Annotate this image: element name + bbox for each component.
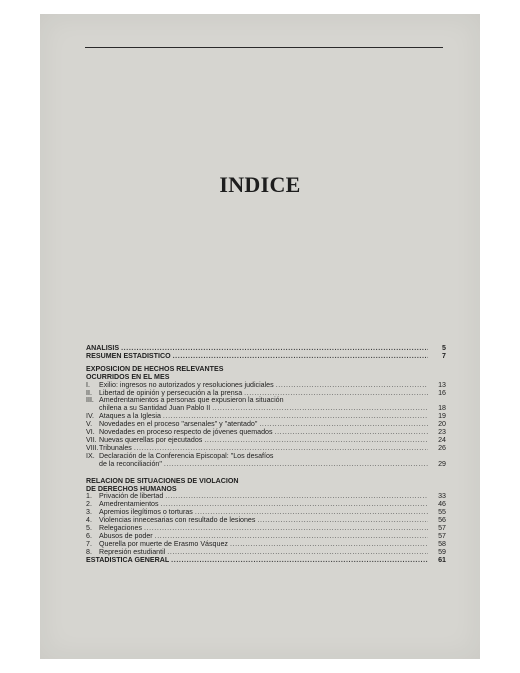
toc-item-number: 5. xyxy=(86,524,92,533)
toc-item-text: Abusos de poder xyxy=(99,531,153,540)
toc-item-number: IX. xyxy=(86,451,95,460)
section-heading-relacion: RELACION DE SITUACIONES DE VIOLACION xyxy=(86,476,239,485)
toc-item-number: II. xyxy=(86,388,92,397)
dot-leader xyxy=(144,525,428,533)
dot-leader xyxy=(167,549,428,557)
toc-entry-label: ESTADISTICA GENERAL xyxy=(86,555,170,564)
dot-leader xyxy=(165,493,428,501)
toc-item-text: Relegaciones xyxy=(99,524,142,533)
toc-item-number: VIII. xyxy=(86,443,99,452)
top-rule xyxy=(85,47,443,48)
toc-entry-label: ANALISIS xyxy=(86,344,120,352)
toc-item-number: I. xyxy=(86,380,90,389)
toc-item-number: VII. xyxy=(86,435,97,444)
dot-leader xyxy=(259,421,428,429)
toc-entry-resumen xyxy=(86,353,446,361)
toc-page-number: 5 xyxy=(442,344,446,352)
toc-item xyxy=(86,437,446,445)
toc-page-number: 55 xyxy=(438,508,446,517)
toc-item-number: 6. xyxy=(86,531,92,540)
section-heading-relacion-line2: DE DERECHOS HUMANOS xyxy=(86,484,177,493)
toc-item-text: Novedades en el proceso "arsenales" y "atentado" xyxy=(99,420,258,429)
toc-item-text: Amedrentamientos xyxy=(99,500,159,509)
dot-leader xyxy=(173,353,428,361)
toc-item-number: 8. xyxy=(86,547,92,556)
toc-page-number: 59 xyxy=(438,547,446,556)
toc-item-number: III. xyxy=(86,396,94,405)
toc-page-number: 57 xyxy=(438,524,446,533)
dot-leader xyxy=(204,437,428,445)
toc-page-number: 18 xyxy=(438,404,446,413)
toc-item-text: Novedades en proceso respecto de jóvenes quemados xyxy=(99,428,273,437)
toc-page-number: 58 xyxy=(438,539,446,548)
toc-page-number: 19 xyxy=(438,412,446,421)
toc-page-number: 33 xyxy=(438,492,446,501)
toc-item-text: Privación de libertad xyxy=(99,492,164,501)
toc-item-text: de la reconciliación" xyxy=(99,459,162,468)
toc-item-continuation xyxy=(86,461,446,469)
toc-item-text: Amedrentamientos a personas que expusieron la situación xyxy=(99,396,284,405)
toc-page-number: 29 xyxy=(438,459,446,468)
dot-leader xyxy=(230,541,428,549)
toc-item-number: 1. xyxy=(86,492,92,501)
toc-item-number: 3. xyxy=(86,508,92,517)
dot-leader xyxy=(161,501,428,509)
toc-page-number: 26 xyxy=(438,443,446,452)
toc-item-text: Violencias innecesarias con resultado de lesiones xyxy=(99,516,256,525)
toc-item-text: Exilio: ingresos no autorizados y resoluciones judiciales xyxy=(99,380,274,389)
toc-page-number: 7 xyxy=(442,351,446,360)
dot-leader xyxy=(276,382,428,390)
toc-item-number: VI. xyxy=(86,428,95,437)
toc-page-number: 16 xyxy=(438,388,446,397)
toc-item-text: Represión estudiantil xyxy=(99,547,166,556)
document-page xyxy=(40,14,480,659)
toc-item-text: Declaración de la Conferencia Episcopal: "Los desafíos xyxy=(99,451,274,460)
dot-leader xyxy=(275,429,428,437)
toc-item-number: 2. xyxy=(86,500,92,509)
dot-leader xyxy=(171,557,428,565)
toc-entry-label: RESUMEN ESTADISTICO xyxy=(86,351,171,360)
toc-page-number: 24 xyxy=(438,435,446,444)
toc-item-number: 7. xyxy=(86,539,92,548)
toc-item-number: 4. xyxy=(86,516,92,525)
toc-item-text: Libertad de opinión y persecución a la prensa xyxy=(99,388,243,397)
toc-page-number: 20 xyxy=(438,420,446,429)
dot-leader xyxy=(164,461,428,469)
toc-entry-estadistica xyxy=(86,557,446,565)
table-of-contents xyxy=(86,345,446,565)
toc-item-text: Querella por muerte de Erasmo Vásquez xyxy=(99,539,228,548)
dot-leader xyxy=(212,405,428,413)
toc-item-number: IV. xyxy=(86,412,95,421)
dot-leader xyxy=(257,517,428,525)
toc-item-text: Apremios ilegítimos o torturas xyxy=(99,508,193,517)
toc-page-number: 46 xyxy=(438,500,446,509)
toc-item-number: V. xyxy=(86,420,93,429)
toc-item-text: Ataques a la Iglesia xyxy=(99,412,161,421)
toc-page-number: 23 xyxy=(438,428,446,437)
toc-page-number: 13 xyxy=(438,380,446,389)
page-title: INDICE xyxy=(219,172,301,197)
section-heading-exposicion: EXPOSICION DE HECHOS RELEVANTES xyxy=(86,364,224,373)
toc-item-text: Tribunales xyxy=(99,443,132,452)
toc-page-number: 56 xyxy=(438,516,446,525)
toc-item-text: Nuevas querellas por ejecutados xyxy=(99,435,203,444)
toc-item-text: chilena a su Santidad Juan Pablo II xyxy=(99,404,211,413)
toc-page-number: 61 xyxy=(438,555,446,564)
toc-page-number: 57 xyxy=(438,531,446,540)
section-heading-exposicion-line2: OCURRIDOS EN EL MES xyxy=(86,372,170,381)
